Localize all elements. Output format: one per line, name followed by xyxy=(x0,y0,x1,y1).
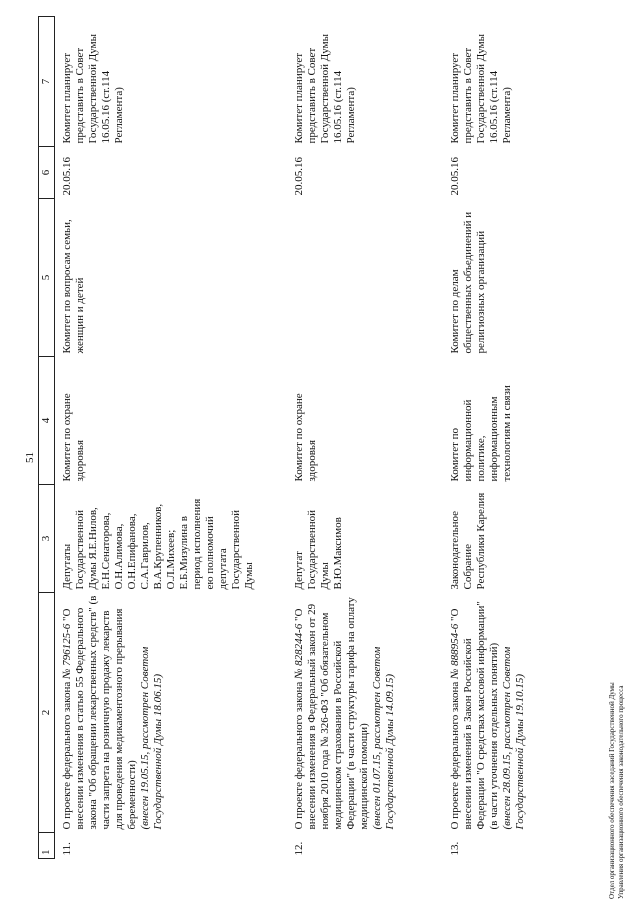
initiator: Депутаты Государственной Думы Я.Е.Нилов, Е.Н.Сенаторова, О.Н.Алимова, О.Н.Епифанова, С.А.Гаврилов, В.А.Крупенников, О.Л.Михеев; Е.Б.Мизулина в период исполнения ею полномочий депутата Государственной Думы xyxy=(61,498,255,590)
bill-description xyxy=(287,593,443,833)
committee-responsible: Комитет по охране здоровья xyxy=(292,393,318,482)
date: 20.05.16 xyxy=(292,157,305,196)
bill-intro: О проекте федерального закона xyxy=(292,681,305,830)
row-number: 13. xyxy=(448,841,461,856)
bill-description xyxy=(55,593,287,833)
initiator: Депутат Государственной Думы В.Ю.Максимов xyxy=(292,509,344,590)
bill-description xyxy=(443,593,583,833)
table-row xyxy=(443,17,583,859)
committee-co-executor: Комитет по вопросам семьи, женщин и детей xyxy=(61,219,86,354)
page-number: 51 xyxy=(24,452,36,463)
committee-responsible: Комитет по охране здоровья xyxy=(61,393,86,482)
note: Комитет планирует представить в Совет Государственной Думы 16.05.16 (ст.114 Регламента) xyxy=(61,33,125,144)
table-header-row xyxy=(39,17,55,859)
row-number: 11. xyxy=(61,842,73,856)
header-col-2: 2 xyxy=(39,593,55,833)
bill-body: "О внесении изменения в Федеральный закон от 29 ноября 2010 года № 326-ФЗ "Об обязательном медицинском страховании в Российской Федерации" (в части структуры тарифа на оплату медицинской помощи) xyxy=(292,597,370,830)
bill-body: "О внесении изменения в статью 55 Федерального закона "Об обращении лекарственных средств" (в части запрета на розничную продажу лекарств для проведения медикаментозного прерывания беременности) xyxy=(61,595,138,830)
bill-note: (внесен 01.07.15, рассмотрен Советом Государственной Думы 14.09.15) xyxy=(370,646,396,830)
committee-co-executor xyxy=(287,199,443,357)
header-col-1: 1 xyxy=(39,833,55,859)
committee-responsible: Комитет по информационной политике, информационным технологиям и связи xyxy=(448,385,513,482)
bill-note: (внесен 28.09.15, рассмотрен Советом Государственной Думы 19.10.15) xyxy=(500,646,526,830)
bill-intro: О проекте федерального закона xyxy=(61,681,73,830)
header-col-4: 4 xyxy=(39,357,55,485)
table-row xyxy=(55,17,287,859)
initiator: Законодательное Собрание Республики Карелия xyxy=(448,492,487,590)
header-col-6: 6 xyxy=(39,147,55,199)
header-col-3: 3 xyxy=(39,485,55,593)
bill-note: (внесен 19.05.15, рассмотрен Советом Государственной Думы 18.06.15) xyxy=(139,646,164,830)
note: Комитет планирует представить в Совет Государственной Думы 16.05.16 (ст.114 Регламента) xyxy=(292,33,357,144)
bill-number: № 888954-6 xyxy=(448,623,461,680)
table-row xyxy=(287,17,443,859)
committee-co-executor: Комитет по делам общественных объединений и религиозных организаций xyxy=(448,211,487,354)
bill-body: "О внесении изменений в Закон Российской Федерации "О средствах массовой информации" (в части уточнения отдельных понятий) xyxy=(448,601,500,830)
row-number: 12. xyxy=(292,841,305,856)
bill-intro: О проекте федерального закона xyxy=(448,681,461,830)
bills-table xyxy=(38,16,583,859)
bill-number: № 828244-6 xyxy=(292,623,305,680)
note: Комитет планирует представить в Совет Государственной Думы 16.05.16 (ст.114 Регламента) xyxy=(448,33,513,144)
date: 20.05.16 xyxy=(61,157,73,196)
bill-number: № 796125-6 xyxy=(61,623,73,680)
footer-line-2: Управления организационного обеспечения законодательного процесса xyxy=(617,685,625,899)
footer-line-1: Отдел организационного обеспечения заседаний Государственной Думы xyxy=(608,682,616,899)
header-col-5: 5 xyxy=(39,199,55,357)
header-col-7: 7 xyxy=(39,17,55,147)
footer xyxy=(608,682,626,899)
date: 20.05.16 xyxy=(448,157,461,196)
